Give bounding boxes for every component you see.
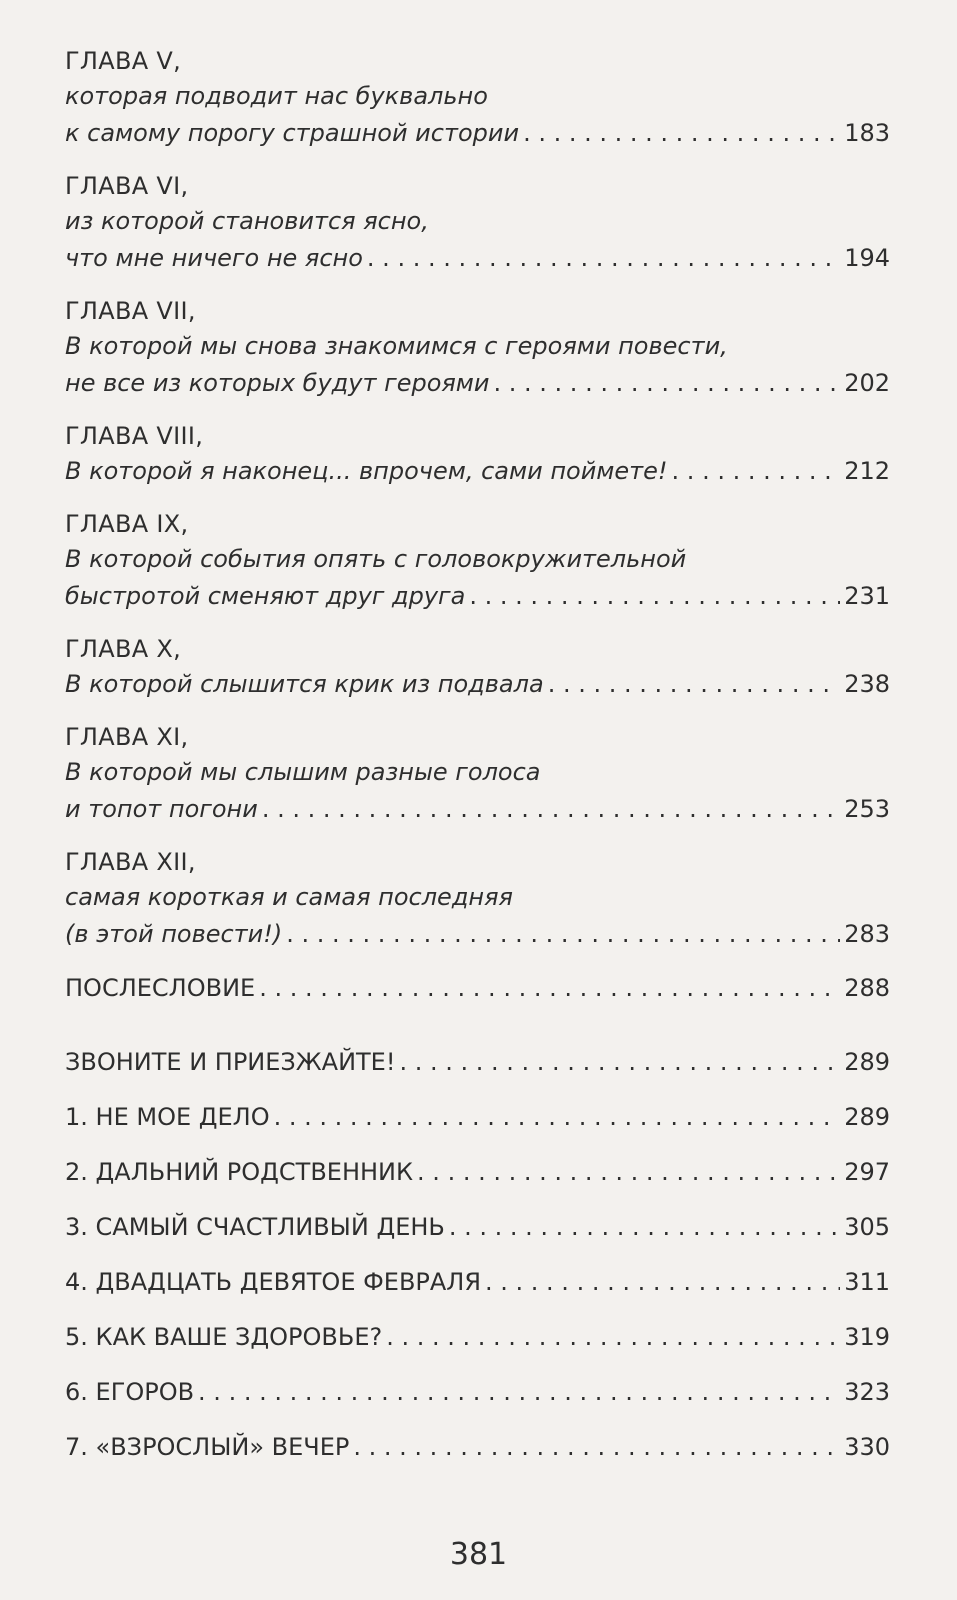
dot-leader: [386, 1310, 840, 1365]
toc-chapter-9: [65, 507, 890, 615]
afterword-title: ПОСЛЕСЛОВИЕ: [65, 974, 256, 1002]
table-of-contents: [65, 44, 890, 1475]
chapter-subtitle-line: [65, 916, 890, 953]
chapter-subtitle-line: [65, 666, 890, 703]
chapter-subtitle-text: что мне ничего не ясно: [65, 244, 363, 272]
dot-leader: [198, 1365, 840, 1420]
chapter-subtitle-line: [65, 78, 890, 115]
dot-leader: [286, 916, 840, 953]
toc-chapter-8: [65, 419, 890, 490]
toc-chapter-7: [65, 294, 890, 402]
chapter-heading: ГЛАВА V,: [65, 47, 182, 75]
chapter-subtitle-text: самая короткая и самая последняя: [65, 883, 513, 911]
chapter-subtitle-line: [65, 879, 890, 916]
section-title: ЗВОНИТЕ И ПРИЕЗЖАЙТЕ!: [65, 1048, 396, 1076]
page-number: 289: [844, 1048, 890, 1076]
toc-afterword: [65, 970, 890, 1007]
dot-leader: [262, 791, 840, 828]
toc-section: [65, 1035, 890, 1090]
toc-story: [65, 1310, 890, 1365]
chapter-subtitle-text: В которой мы снова знакомимся с героями повести,: [65, 332, 728, 360]
toc-story: [65, 1090, 890, 1145]
dot-leader: [469, 578, 840, 615]
chapter-subtitle-line: [65, 115, 890, 152]
chapter-subtitle-text: и топот погони: [65, 795, 258, 823]
page-number: 238: [844, 670, 890, 698]
chapter-subtitle-line: [65, 578, 890, 615]
chapter-subtitle-text: из которой становится ясно,: [65, 207, 429, 235]
page-number: 297: [844, 1158, 890, 1186]
page-number: 212: [844, 457, 890, 485]
dot-leader: [367, 240, 840, 277]
chapter-heading: ГЛАВА X,: [65, 635, 182, 663]
chapter-subtitle-line: [65, 365, 890, 402]
story-title: 2. ДАЛЬНИЙ РОДСТВЕННИК: [65, 1158, 414, 1186]
page-number: 202: [844, 369, 890, 397]
chapter-subtitle-text: (в этой повести!): [65, 920, 283, 948]
chapter-heading: ГЛАВА XII,: [65, 848, 196, 876]
page-number: 253: [844, 795, 890, 823]
toc-story: [65, 1145, 890, 1200]
page-number: 319: [844, 1323, 890, 1351]
toc-story: [65, 1200, 890, 1255]
story-title: 1. НЕ МОЕ ДЕЛО: [65, 1103, 270, 1131]
page-number: 288: [844, 974, 890, 1002]
toc-story: [65, 1365, 890, 1420]
toc-chapter-10: [65, 632, 890, 703]
chapter-subtitle-line: [65, 328, 890, 365]
page-number: 289: [844, 1103, 890, 1131]
chapter-subtitle-text: которая подводит нас буквально: [65, 82, 488, 110]
story-title: 6. ЕГОРОВ: [65, 1378, 195, 1406]
dot-leader: [417, 1145, 840, 1200]
dot-leader: [523, 115, 840, 152]
chapter-subtitle-line: [65, 203, 890, 240]
chapter-heading: ГЛАВА XI,: [65, 723, 189, 751]
toc-chapter-11: [65, 720, 890, 828]
chapter-subtitle-line: [65, 453, 890, 490]
dot-leader: [548, 666, 841, 703]
story-title: 5. КАК ВАШЕ ЗДОРОВЬЕ?: [65, 1323, 383, 1351]
chapter-subtitle-line: [65, 791, 890, 828]
chapter-heading: ГЛАВА VI,: [65, 172, 189, 200]
story-title: 3. САМЫЙ СЧАСТЛИВЫЙ ДЕНЬ: [65, 1213, 445, 1241]
chapter-heading: ГЛАВА VIII,: [65, 422, 204, 450]
dot-leader: [449, 1200, 840, 1255]
chapter-heading: ГЛАВА IX,: [65, 510, 189, 538]
dot-leader: [259, 970, 840, 1007]
page-number: 183: [844, 119, 890, 147]
page-number: 194: [844, 244, 890, 272]
chapter-heading: ГЛАВА VII,: [65, 297, 196, 325]
chapter-subtitle-text: В которой мы слышим разные голоса: [65, 758, 541, 786]
dot-leader: [274, 1090, 841, 1145]
chapter-subtitle-text: к самому порогу страшной истории: [65, 119, 520, 147]
chapter-subtitle-line: [65, 240, 890, 277]
page-number: 323: [844, 1378, 890, 1406]
page-number: 231: [844, 582, 890, 610]
dot-leader: [672, 453, 841, 490]
dot-leader: [485, 1255, 840, 1310]
toc-story: [65, 1420, 890, 1475]
page-number: 283: [844, 920, 890, 948]
dot-leader: [353, 1420, 840, 1475]
dot-leader: [494, 365, 841, 402]
toc-story: [65, 1255, 890, 1310]
section-spacer: [65, 1007, 890, 1035]
page-number: 330: [844, 1433, 890, 1461]
dot-leader: [399, 1035, 840, 1090]
chapter-subtitle-line: [65, 754, 890, 791]
chapter-subtitle-text: В которой события опять с головокружительной: [65, 545, 687, 573]
chapter-subtitle-text: быстротой сменяют друг друга: [65, 582, 466, 610]
toc-chapter-12: [65, 845, 890, 953]
chapter-subtitle-line: [65, 541, 890, 578]
story-title: 7. «ВЗРОСЛЫЙ» ВЕЧЕР: [65, 1433, 350, 1461]
page-folio: 381: [449, 1537, 508, 1572]
page-number: 305: [844, 1213, 890, 1241]
story-title: 4. ДВАДЦАТЬ ДЕВЯТОЕ ФЕВРАЛЯ: [65, 1268, 482, 1296]
page-number: 311: [844, 1268, 890, 1296]
chapter-subtitle-text: В которой я наконец... впрочем, сами поймете!: [65, 457, 668, 485]
chapter-subtitle-text: В которой слышится крик из подвала: [65, 670, 544, 698]
toc-chapter-5: [65, 44, 890, 152]
chapter-subtitle-text: не все из которых будут героями: [65, 369, 490, 397]
toc-chapter-6: [65, 169, 890, 277]
